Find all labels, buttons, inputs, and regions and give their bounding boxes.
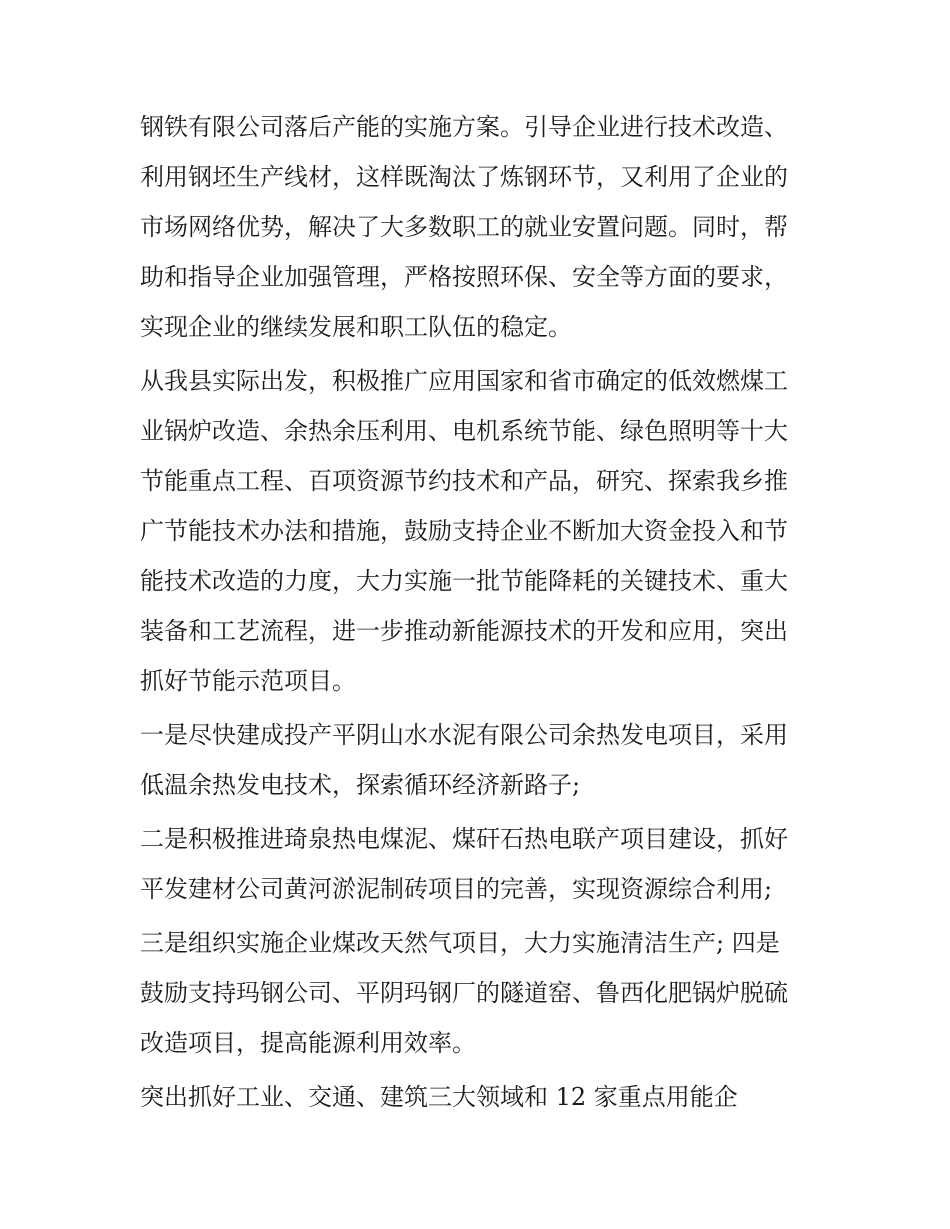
text-line: 二是积极推进琦泉热电煤泥、煤矸石热电联产项目建设，抓好 [140,825,788,853]
text-line: 平发建材公司黄河淤泥制砖项目的完善，实现资源综合利用; [140,875,773,903]
text-line: 三是组织实施企业煤改天然气项目，大力实施清洁生产; 四是 [140,929,780,957]
text-line: 鼓励支持玛钢公司、平阴玛钢厂的隧道窑、鲁西化肥锅炉脱硫 [140,979,788,1007]
text-line: 节能重点工程、百项资源节约技术和产品，研究、探索我乡推 [140,467,788,495]
text-line: 利用钢坯生产线材，这样既淘汰了炼钢环节，又利用了企业的 [140,163,788,191]
text-line: 抓好节能示范项目。 [140,667,356,695]
text-line: 突出抓好工业、交通、建筑三大领域和 12 家重点用能企 [140,1083,738,1111]
text-line: 能技术改造的力度，大力实施一批节能降耗的关键技术、重大 [140,567,788,595]
text-line: 助和指导企业加强管理，严格按照环保、安全等方面的要求， [140,263,788,291]
text-line: 改造项目，提高能源利用效率。 [140,1029,476,1057]
text-line: 业锅炉改造、余热余压利用、电机系统节能、绿色照明等十大 [140,417,788,445]
text-line: 市场网络优势，解决了大多数职工的就业安置问题。同时，帮 [140,213,788,241]
text-line: 一是尽快建成投产平阴山水水泥有限公司余热发电项目，采用 [140,721,788,749]
text-line: 装备和工艺流程，进一步推动新能源技术的开发和应用，突出 [140,617,788,645]
text-line: 钢铁有限公司落后产能的实施方案。引导企业进行技术改造、 [140,113,788,141]
text-line: 广节能技术办法和措施，鼓励支持企业不断加大资金投入和节 [140,517,788,545]
document-body [140,102,820,1122]
text-line: 实现企业的继续发展和职工队伍的稳定。 [140,313,572,341]
text-line: 从我县实际出发，积极推广应用国家和省市确定的低效燃煤工 [140,367,788,395]
text-line: 低温余热发电技术，探索循环经济新路子; [140,771,581,799]
